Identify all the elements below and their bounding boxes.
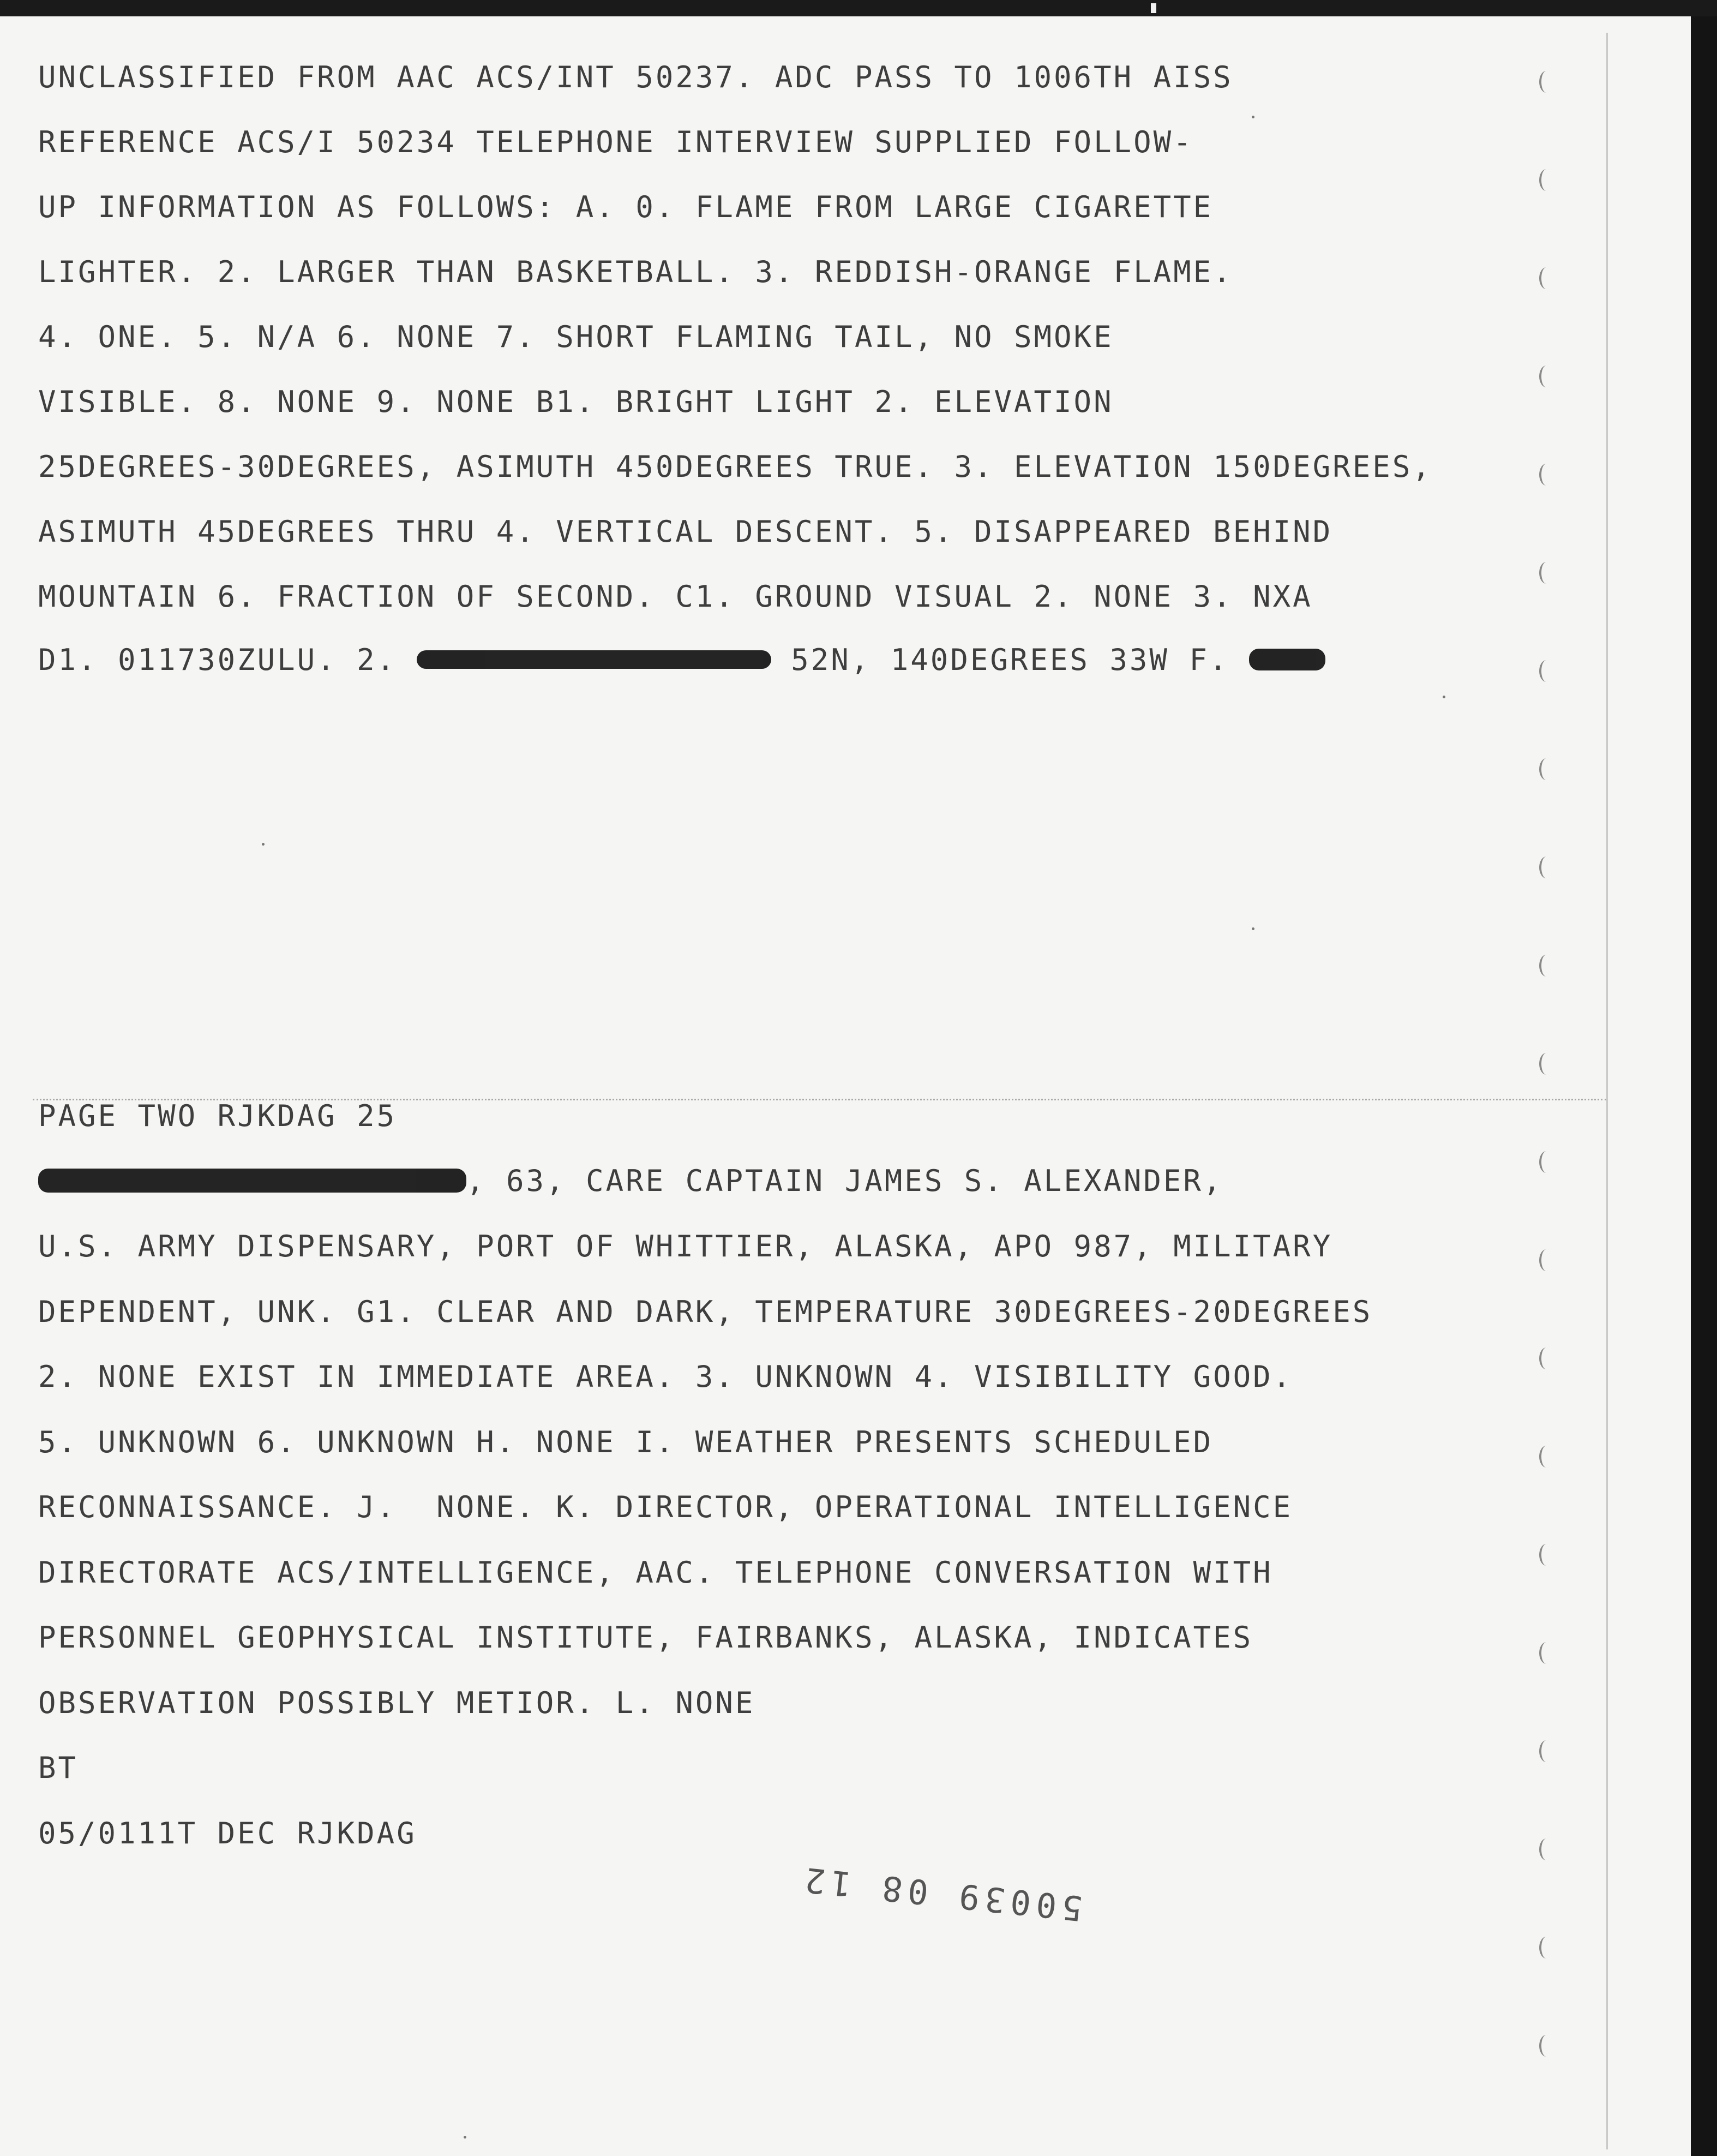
paper-margin-line [1606, 33, 1608, 2149]
text-line: ASIMUTH 45DEGREES THRU 4. VERTICAL DESCENT. 5. DISAPPEARED BEHIND [38, 514, 1333, 549]
tractor-hole [1539, 1348, 1553, 1369]
tractor-hole [1539, 562, 1553, 584]
text-line: LIGHTER. 2. LARGER THAN BASKETBALL. 3. REDDISH-ORANGE FLAME. [38, 255, 1233, 289]
tractor-hole [1539, 1642, 1553, 1664]
scan-speck [1443, 696, 1445, 698]
tractor-hole [1539, 464, 1553, 486]
scan-right-border [1691, 16, 1717, 2156]
text-line: 05/0111T DEC RJKDAG [38, 1816, 417, 1850]
tractor-hole [1539, 758, 1553, 780]
tractor-hole [1539, 2035, 1553, 2057]
text-line: OBSERVATION POSSIBLY METIOR. L. NONE [38, 1685, 755, 1720]
text-line: MOUNTAIN 6. FRACTION OF SECOND. C1. GROUND VISUAL 2. NONE 3. NXA [38, 579, 1313, 614]
tractor-hole [1539, 857, 1553, 878]
text-line: 2. NONE EXIST IN IMMEDIATE AREA. 3. UNKNOWN 4. VISIBILITY GOOD. [38, 1360, 1293, 1394]
tractor-hole [1539, 169, 1553, 191]
received-stamp: 50039 08 12 [797, 1859, 1084, 1929]
text-line: DEPENDENT, UNK. G1. CLEAR AND DARK, TEMPERATURE 30DEGREES-20DEGREES [38, 1294, 1373, 1329]
text-line: 4. ONE. 5. N/A 6. NONE 7. SHORT FLAMING TAIL, NO SMOKE [38, 320, 1114, 354]
text-line: UP INFORMATION AS FOLLOWS: A. 0. FLAME FROM LARGE CIGARETTE [38, 190, 1214, 224]
tractor-hole [1539, 1740, 1553, 1762]
tractor-hole [1539, 1249, 1553, 1271]
text-line: U.S. ARMY DISPENSARY, PORT OF WHITTIER, ALASKA, APO 987, MILITARY [38, 1229, 1333, 1263]
scan-top-border [0, 0, 1717, 16]
text-line: 25DEGREES-30DEGREES, ASIMUTH 450DEGREES TRUE. 3. ELEVATION 150DEGREES, [38, 450, 1432, 484]
scan-speck [464, 2136, 466, 2139]
line-name-suffix: , 63, CARE CAPTAIN JAMES S. ALEXANDER, [466, 1164, 1223, 1198]
redaction-bar [38, 1169, 466, 1193]
page-header: PAGE TWO RJKDAG 25 [38, 1099, 397, 1133]
text-line: VISIBLE. 8. NONE 9. NONE B1. BRIGHT LIGHT 2. ELEVATION [38, 385, 1114, 419]
tractor-hole [1539, 1838, 1553, 1860]
text-line: PERSONNEL GEOPHYSICAL INSTITUTE, FAIRBANKS, ALASKA, INDICATES [38, 1620, 1253, 1655]
redaction-bar [417, 650, 771, 669]
line-name [38, 1165, 1223, 1197]
text-line: 5. UNKNOWN 6. UNKNOWN H. NONE I. WEATHER PRESENTS SCHEDULED [38, 1424, 1214, 1459]
text-line: UNCLASSIFIED FROM AAC ACS/INT 50237. ADC PASS TO 1006TH AISS [38, 60, 1233, 94]
text-line: DIRECTORATE ACS/INTELLIGENCE, AAC. TELEPHONE CONVERSATION WITH [38, 1555, 1273, 1590]
redaction-bar [1249, 649, 1325, 670]
line-d1-suffix: 52N, 140DEGREES 33W F. [771, 643, 1249, 677]
text-line: BT [38, 1751, 79, 1785]
scan-speck [1252, 927, 1254, 930]
tractor-hole [1539, 1544, 1553, 1566]
line-d1-prefix: D1. 011730ZULU. 2. [38, 643, 417, 677]
tractor-hole [1539, 71, 1553, 93]
tractor-hole [1539, 955, 1553, 977]
tractor-hole [1539, 267, 1553, 289]
text-line: REFERENCE ACS/I 50234 TELEPHONE INTERVIEW SUPPLIED FOLLOW- [38, 125, 1193, 159]
tractor-hole [1539, 1151, 1553, 1173]
tractor-hole [1539, 1053, 1553, 1075]
tractor-hole [1539, 1446, 1553, 1468]
tractor-hole [1539, 660, 1553, 682]
line-d1 [38, 644, 1325, 676]
tractor-hole [1539, 366, 1553, 387]
scan-speck [262, 843, 265, 846]
tractor-hole [1539, 1937, 1553, 1959]
scan-mark [1151, 3, 1156, 13]
text-line: RECONNAISSANCE. J. NONE. K. DIRECTOR, OPERATIONAL INTELLIGENCE [38, 1490, 1293, 1524]
scan-speck [1252, 116, 1254, 118]
